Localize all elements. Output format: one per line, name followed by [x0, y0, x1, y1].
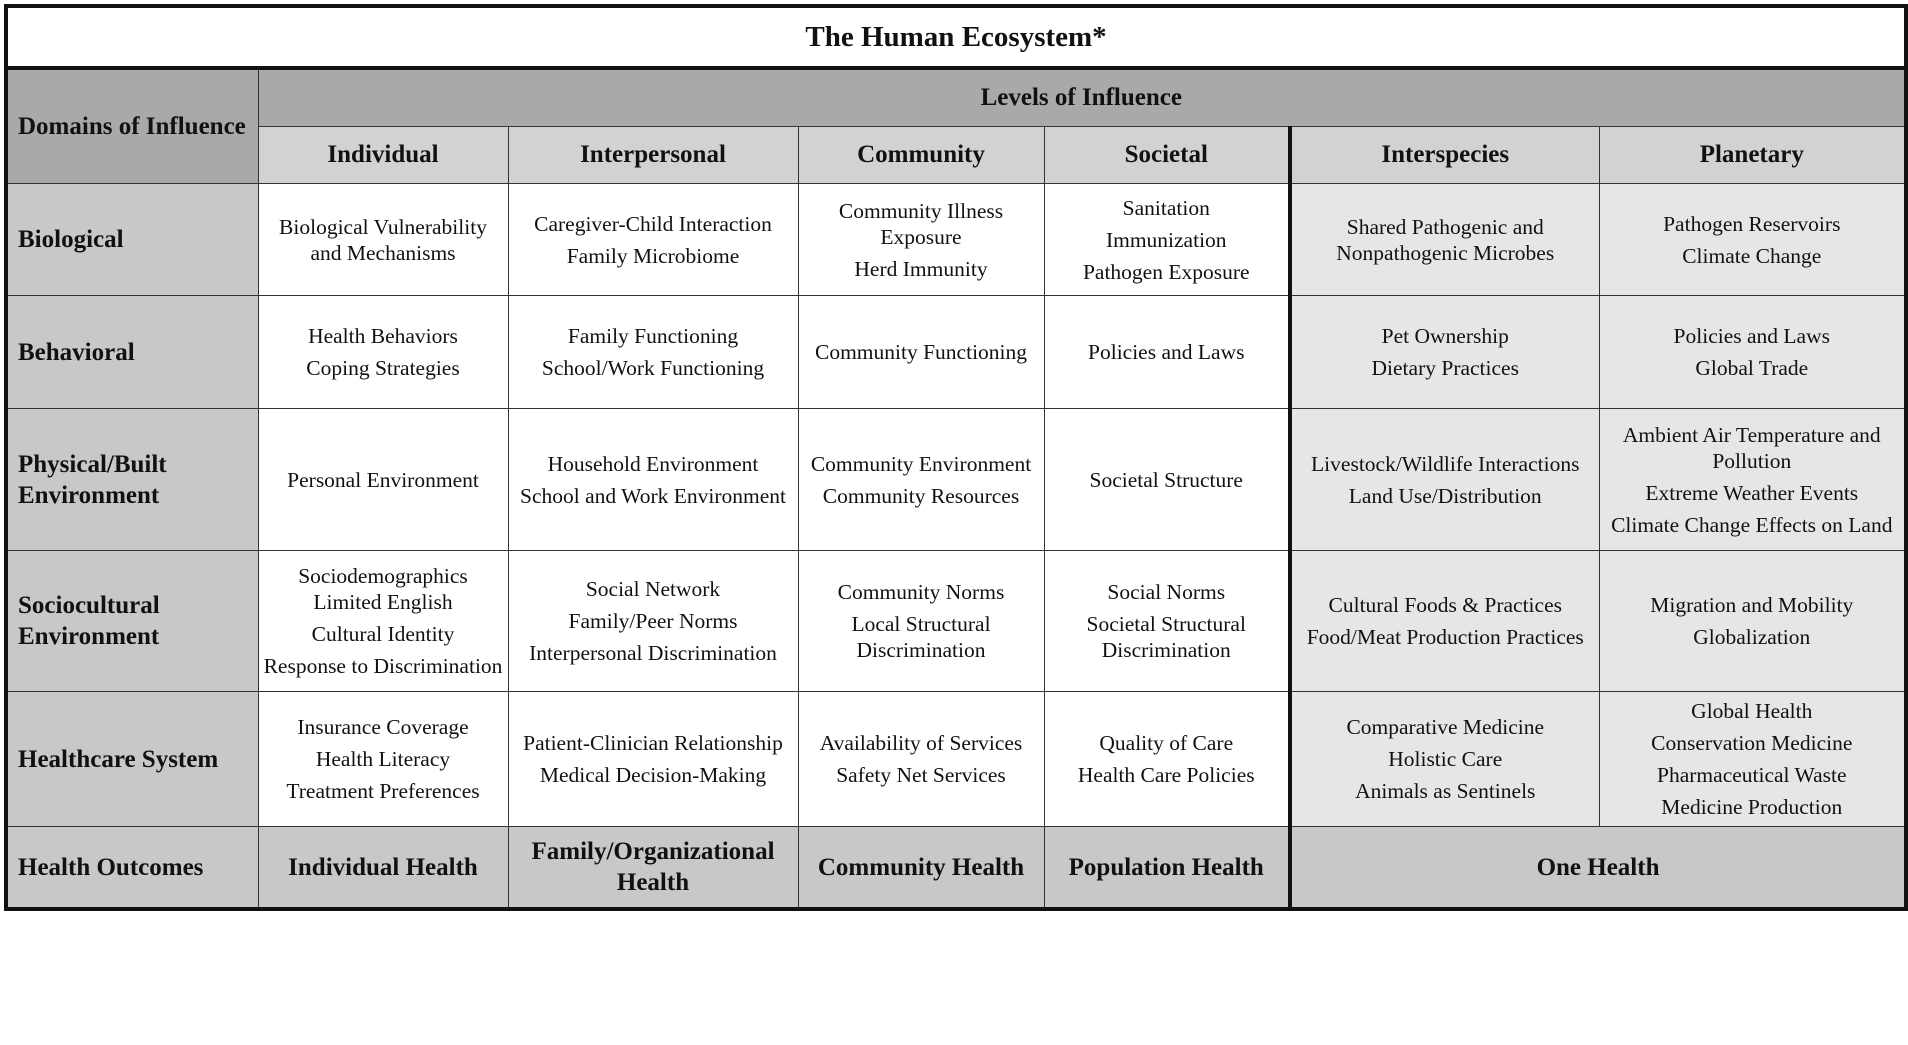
cell-item: Local Structural Discrimination	[851, 612, 991, 662]
cell-item: Patient-Clinician Relationship	[523, 731, 783, 755]
cell-biological-interspecies	[1290, 184, 1599, 296]
cell-item: Ambient Air Temperature and Pollution	[1622, 422, 1881, 473]
row-header-behavioral: Behavioral	[6, 296, 258, 409]
outcome-population-health: Population Health	[1044, 827, 1290, 910]
cell-item: Response to Discrimination	[263, 654, 503, 678]
cell-item: Community Norms	[837, 580, 1005, 604]
cell-item: Pharmaceutical Waste	[1657, 763, 1847, 787]
cell-item: School/Work Functioning	[541, 356, 765, 380]
cell-item: Insurance Coverage	[297, 715, 469, 739]
cell-item: Sanitation	[1122, 195, 1210, 220]
cell-item: Social Norms	[1107, 580, 1226, 604]
ecosystem-table-wrapper	[4, 4, 1908, 911]
cell-item: Pet Ownership	[1381, 324, 1509, 348]
cell-sociocultural-environment-community	[798, 551, 1044, 692]
cell-physical-built-environment-planetary	[1599, 409, 1906, 551]
cell-item: Comparative Medicine	[1346, 715, 1545, 739]
cell-physical-built-environment-interspecies	[1290, 409, 1599, 551]
cell-biological-interpersonal	[508, 184, 798, 296]
cell-item: Globalization	[1693, 625, 1811, 649]
row-header-healthcare-system: Healthcare System	[6, 692, 258, 827]
domain-row-healthcare-system	[6, 692, 1906, 827]
column-header-societal: Societal	[1044, 127, 1290, 184]
row-header-physical-built-environment: Physical/Built Environment	[6, 409, 258, 551]
cell-item: Immunization	[1105, 227, 1227, 252]
cell-item: Herd Immunity	[854, 256, 988, 281]
cell-item: Extreme Weather Events	[1645, 480, 1859, 505]
domain-row-biological	[6, 184, 1906, 296]
cell-behavioral-planetary	[1599, 296, 1906, 409]
cell-item: Community Illness Exposure	[838, 198, 1004, 249]
cell-behavioral-societal	[1044, 296, 1290, 409]
cell-item: Health Literacy	[315, 747, 451, 771]
cell-physical-built-environment-interpersonal	[508, 409, 798, 551]
cell-item: Family Functioning	[567, 324, 739, 348]
cell-healthcare-system-interpersonal	[508, 692, 798, 827]
cell-item: Biological Vulnerability and Mechanisms	[279, 214, 487, 265]
cell-item: Social Network	[585, 577, 721, 601]
cell-item: Conservation Medicine	[1651, 731, 1853, 755]
domains-of-influence-header: Domains of Influence	[6, 68, 258, 184]
table-body	[6, 6, 1906, 909]
cell-behavioral-individual	[258, 296, 508, 409]
cell-item: Global Trade	[1695, 356, 1809, 380]
cell-item: Holistic Care	[1388, 747, 1503, 771]
cell-item: Livestock/Wildlife Interactions	[1311, 451, 1580, 476]
cell-sociocultural-environment-interpersonal	[508, 551, 798, 692]
cell-physical-built-environment-societal	[1044, 409, 1290, 551]
cell-sociocultural-environment-interspecies	[1290, 551, 1599, 692]
row-header-sociocultural-environment: Sociocultural Environment	[6, 551, 258, 692]
cell-item: Coping Strategies	[306, 356, 460, 380]
column-header-individual: Individual	[258, 127, 508, 184]
cell-item: Cultural Identity	[311, 622, 455, 646]
cell-item: Safety Net Services	[836, 763, 1006, 787]
cell-item: Societal Structural Discrimination	[1086, 612, 1246, 662]
outcome-individual-health: Individual Health	[258, 827, 508, 910]
cell-item: Household Environment	[547, 451, 759, 476]
cell-item: Caregiver-Child Interaction	[534, 211, 772, 236]
row-header-biological: Biological	[6, 184, 258, 296]
cell-item: Pathogen Exposure	[1082, 259, 1250, 284]
column-header-row	[6, 127, 1906, 184]
domain-row-sociocultural-environment	[6, 551, 1906, 692]
column-header-interpersonal: Interpersonal	[508, 127, 798, 184]
cell-sociocultural-environment-individual	[258, 551, 508, 692]
domain-row-behavioral	[6, 296, 1906, 409]
cell-biological-community	[798, 184, 1044, 296]
health-outcomes-row	[6, 827, 1906, 910]
cell-biological-individual	[258, 184, 508, 296]
cell-item: Interpersonal Discrimination	[529, 641, 777, 665]
column-header-interspecies: Interspecies	[1290, 127, 1599, 184]
cell-item: Societal Structure	[1089, 467, 1243, 492]
cell-item: Treatment Preferences	[286, 779, 480, 803]
column-header-planetary: Planetary	[1599, 127, 1906, 184]
cell-item: Dietary Practices	[1371, 356, 1519, 380]
levels-of-influence-header: Levels of Influence	[258, 68, 1906, 127]
cell-sociocultural-environment-societal	[1044, 551, 1290, 692]
cell-item: Community Resources	[822, 483, 1020, 508]
cell-behavioral-interpersonal	[508, 296, 798, 409]
cell-item: Shared Pathogenic and Nonpathogenic Microbes	[1336, 214, 1555, 265]
title-row	[6, 6, 1906, 68]
cell-item: Health Care Policies	[1077, 763, 1255, 787]
cell-item: Quality of Care	[1099, 731, 1234, 755]
cell-item: Policies and Laws	[1088, 340, 1245, 364]
cell-item: Medicine Production	[1661, 795, 1843, 819]
cell-item: Animals as Sentinels	[1355, 779, 1536, 803]
outcome-family-organizational-health: Family/Organizational Health	[508, 827, 798, 910]
cell-biological-societal	[1044, 184, 1290, 296]
table-title: The Human Ecosystem*	[6, 6, 1906, 68]
cell-item: Climate Change Effects on Land	[1611, 512, 1893, 537]
cell-item: Cultural Foods & Practices	[1328, 593, 1562, 617]
cell-behavioral-community	[798, 296, 1044, 409]
cell-item: Global Health	[1691, 699, 1813, 723]
column-header-community: Community	[798, 127, 1044, 184]
cell-item: Policies and Laws	[1673, 324, 1830, 348]
cell-item: Climate Change	[1682, 243, 1822, 268]
cell-physical-built-environment-individual	[258, 409, 508, 551]
cell-physical-built-environment-community	[798, 409, 1044, 551]
cell-item: Community Functioning	[814, 340, 1028, 364]
cell-item: Pathogen Reservoirs	[1663, 211, 1841, 236]
cell-item: School and Work Environment	[520, 483, 786, 508]
human-ecosystem-table	[4, 4, 1908, 911]
cell-item: Family Microbiome	[566, 243, 740, 268]
cell-healthcare-system-individual	[258, 692, 508, 827]
cell-sociocultural-environment-planetary	[1599, 551, 1906, 692]
cell-item: Community Environment	[810, 451, 1032, 476]
cell-healthcare-system-interspecies	[1290, 692, 1599, 827]
outcome-community-health: Community Health	[798, 827, 1044, 910]
levels-row	[6, 68, 1906, 127]
cell-item: Medical Decision-Making	[539, 763, 767, 787]
cell-item: Health Behaviors	[308, 324, 458, 348]
cell-item: Family/Peer Norms	[568, 609, 738, 633]
domain-row-physical-built-environment	[6, 409, 1906, 551]
cell-item: Personal Environment	[287, 467, 479, 492]
cell-behavioral-interspecies	[1290, 296, 1599, 409]
cell-item: Sociodemographics Limited English	[298, 564, 468, 614]
cell-healthcare-system-societal	[1044, 692, 1290, 827]
cell-item: Land Use/Distribution	[1348, 483, 1542, 508]
cell-item: Availability of Services	[819, 731, 1023, 755]
cell-biological-planetary	[1599, 184, 1906, 296]
cell-healthcare-system-community	[798, 692, 1044, 827]
cell-item: Migration and Mobility	[1650, 593, 1854, 617]
cell-healthcare-system-planetary	[1599, 692, 1906, 827]
outcome-one-health: One Health	[1290, 827, 1906, 910]
cell-item: Food/Meat Production Practices	[1306, 625, 1584, 649]
health-outcomes-label: Health Outcomes	[6, 827, 258, 910]
